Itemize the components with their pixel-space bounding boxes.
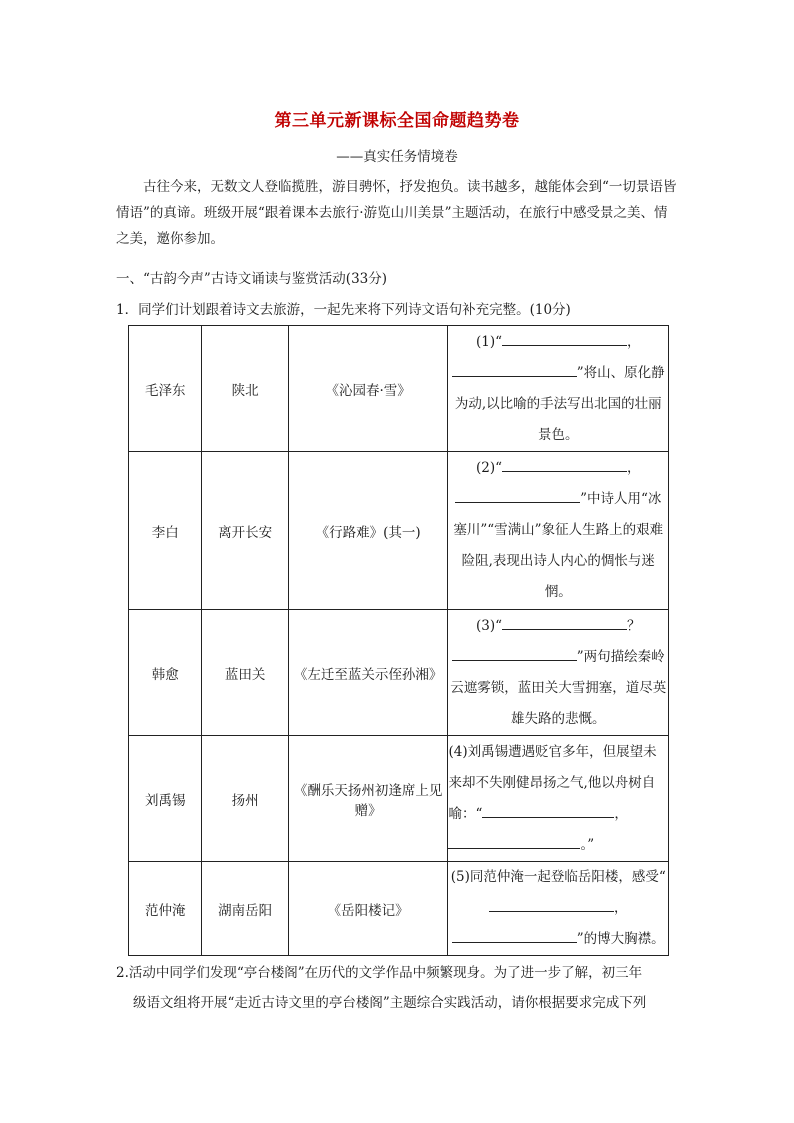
- poem-fill-table: [128, 325, 669, 956]
- question-2-line-2: 级语文组将开展“走近古诗文里的亭台楼阁”主题综合实践活动，请你根据要求完成下列: [133, 995, 647, 1011]
- work-cell: 《沁园春·雪》: [288, 326, 448, 452]
- table-row: [129, 736, 669, 862]
- section-heading: 一、“古韵今声”古诗文诵读与鉴赏活动(33分): [116, 271, 388, 287]
- table-row: [129, 326, 669, 452]
- work-cell: 《岳阳楼记》: [288, 862, 448, 956]
- place-cell: 离开长安: [202, 452, 288, 610]
- fill-cell: (2)“ ， ”中诗人用“冰塞川”“雪满山”象征人生路上的艰难险阻,表现出诗人内心的惆怅与迷惘。: [448, 452, 669, 610]
- place-cell: 湖南岳阳: [202, 862, 288, 956]
- author-cell: 李白: [129, 452, 202, 610]
- place-cell: 陕北: [202, 326, 288, 452]
- answer-blank[interactable]: [448, 832, 580, 849]
- answer-blank[interactable]: [455, 486, 580, 503]
- answer-blank[interactable]: [452, 360, 577, 377]
- table-row: [129, 610, 669, 736]
- answer-blank[interactable]: [502, 455, 627, 472]
- question-2: [116, 958, 681, 1018]
- answer-blank[interactable]: [502, 329, 627, 346]
- work-cell: 《酬乐天扬州初逢席上见赠》: [288, 736, 448, 862]
- place-cell: 蓝田关: [202, 610, 288, 736]
- work-cell: 《行路难》(其一): [288, 452, 448, 610]
- answer-blank[interactable]: [502, 613, 627, 630]
- answer-blank[interactable]: [489, 895, 614, 912]
- author-cell: 范仲淹: [129, 862, 202, 956]
- page-subtitle: ——真实任务情境卷: [336, 149, 458, 165]
- fill-cell: (4)刘禹锡遭遇贬官多年，但展望未来却不失刚健昂扬之气,他以舟树自喻：“ ， 。”: [448, 736, 669, 862]
- intro-paragraph: [116, 174, 678, 252]
- answer-blank[interactable]: [482, 801, 614, 818]
- author-cell: 韩愈: [129, 610, 202, 736]
- intro-text: 古往今来，无数文人登临揽胜，游目骋怀，抒发抱负。读书越多，越能体会到“一切景语皆情语”的真谛。班级开展“跟着课本去旅行·游览山川美景”主题活动，在旅行中感受景之美、情之美，邀你参加。: [116, 179, 677, 247]
- page-title: 第三单元新课标全国命题趋势卷: [274, 111, 520, 131]
- question-2-line-1: 2.活动中同学们发现“亭台楼阁”在历代的文学作品中频繁现身。为了进一步了解，初三年: [116, 965, 643, 981]
- place-cell: 扬州: [202, 736, 288, 862]
- fill-cell: (3)“ ？ ”两句描绘秦岭云遮雾锁，蓝田关大雪拥塞，道尽英雄失路的悲慨。: [448, 610, 669, 736]
- fill-cell: (1)“ ， ”将山、原化静为动,以比喻的手法写出北国的壮丽景色。: [448, 326, 669, 452]
- table-row: [129, 452, 669, 610]
- work-cell: 《左迁至蓝关示侄孙湘》: [288, 610, 448, 736]
- answer-blank[interactable]: [452, 926, 577, 943]
- answer-blank[interactable]: [452, 644, 577, 661]
- author-cell: 刘禹锡: [129, 736, 202, 862]
- table-row: [129, 862, 669, 956]
- fill-cell: (5)同范仲淹一起登临岳阳楼，感受“， ”的博大胸襟。: [448, 862, 669, 956]
- question-1: 1．同学们计划跟着诗文去旅游，一起先来将下列诗文语句补充完整。(10分): [116, 302, 571, 318]
- author-cell: 毛泽东: [129, 326, 202, 452]
